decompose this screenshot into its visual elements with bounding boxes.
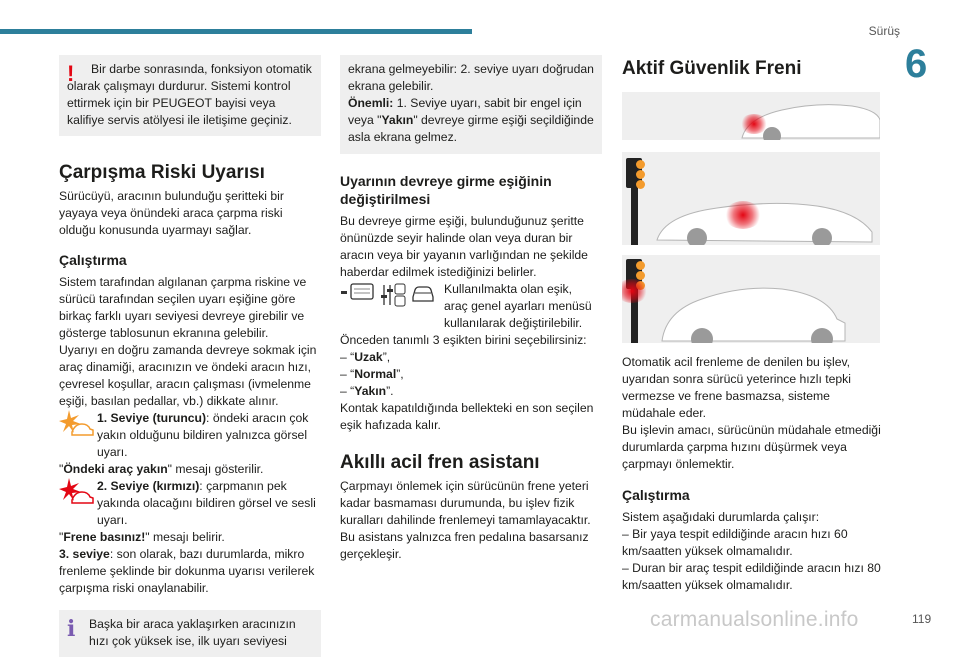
level1-text: : öndeki aracın çok yakın olduğunu bildiren yalnızca görsel uyarı. xyxy=(97,411,309,459)
level2-message: Frene basınız! xyxy=(63,530,146,544)
level2-text: : çarpmanın pek yakında olacağını bildiren görsel ve sesli uyarı. xyxy=(97,479,316,527)
info-box xyxy=(59,610,321,657)
column-1 xyxy=(59,55,321,657)
sep: ”, xyxy=(396,367,404,381)
condition-1: – Bir yaya tespit edildiğinde aracın hızı 60 km/saatten yüksek olmamalıdır. xyxy=(622,527,848,558)
option-near xyxy=(340,383,602,400)
chapter-number: 6 xyxy=(905,42,928,86)
dash: – “ xyxy=(340,367,355,381)
warning-text: Bir darbe sonrasında, fonksiyon otomatik olarak çalışmayı durdurur. Sistemi kontrol ettirmek için bir PEUGEOT bayisi veya kalifiye servis atölyesi ile iletişime geçiniz. xyxy=(67,62,312,127)
option-far xyxy=(340,349,602,366)
memory-text: Kontak kapatıldığında bellekteki en son seçilen eşik hafızada kalır. xyxy=(340,401,594,432)
level1-message-rest: " mesajı gösterilir. xyxy=(167,462,264,476)
page-number: 119 xyxy=(912,612,932,626)
crash-intro: Sürücüyü, aracının bulunduğu şeritteki bir yayaya veya önündeki araca çarpma riski olduğu konusunda uyarmayı sağlar. xyxy=(59,189,284,237)
illustration-car-1 xyxy=(622,92,880,140)
aeb-text-1: Otomatik acil frenleme de denilen bu işlev, uyarıdan sonra sürücü yeterince hızlı tepki vermezse ve frene basmazsa, sisteme müdahale eder. xyxy=(622,355,851,420)
section-label: Sürüş xyxy=(868,24,900,38)
choose-text: Önceden tanımlı 3 eşikten birini seçebilirsiniz: xyxy=(340,333,587,347)
illustration-traffic-light xyxy=(622,152,880,245)
condition-2: – Duran bir araç tespit edildiğinde aracın hızı 80 km/saatten yüksek olmamalıdır. xyxy=(622,561,881,592)
car-icon xyxy=(410,283,436,303)
heading-threshold: Uyarının devreye girme eşiğinin değiştirilmesi xyxy=(340,173,552,207)
heading-operation-2: Çalıştırma xyxy=(622,487,690,503)
heading-crash-risk: Çarpışma Riski Uyarısı xyxy=(59,162,265,183)
important-label: Önemli: xyxy=(348,96,394,110)
aeb-text-2: Bu işlevin amacı, sürücünün müdahale etmediği durumlarda çarpma hızını düşürmek veya çarpmayı önlemektir. xyxy=(622,423,881,471)
sep: ”. xyxy=(386,384,394,398)
heading-active-brake: Aktif Güvenlik Freni xyxy=(622,58,802,79)
collision-alert-orange-icon xyxy=(59,410,95,440)
warning-box xyxy=(59,55,321,136)
threshold-text: Bu devreye girme eşiği, bulunduğunuz şeritte önünüzde seyir halinde olan veya duran bir aracın veya bir yayanın varlığından ne şekilde haberdar edilmek istediğinizi belirler. xyxy=(340,214,588,279)
option-far-label: Uzak xyxy=(354,350,383,364)
operation-text-2: Uyarıyı en doğru zamanda devreye sokmak için araç dinamiği, aracınızın ve öndeki aracın hızı, çevresel koşullar, aracın çalışması (ivmelenme eşiği, basılan pedallar, vb.) dikkate alınır. xyxy=(59,343,317,408)
menu-text: Kullanılmakta olan eşik, araç genel ayarları menüsü kullanılarak değiştirilebilir. xyxy=(444,282,592,330)
important-text-2: " devreye girme eşiği seçildiğinde asla ekrana gelmez. xyxy=(348,113,594,144)
info-icon: i xyxy=(67,616,76,642)
info-box-continued xyxy=(340,55,602,154)
level2-row xyxy=(59,478,321,529)
heading-smart-brake: Akıllı acil fren asistanı xyxy=(340,452,540,473)
dash: – “ xyxy=(340,384,355,398)
column-3 xyxy=(622,55,884,594)
watermark: carmanualsonline.info xyxy=(650,608,859,631)
level3-text: : son olarak, bazı durumlarda, mikro frenleme şeklinde bir dokunma uyarısı verilerek çarpışma riski onaylanabilir. xyxy=(59,547,315,595)
column-2 xyxy=(340,55,602,563)
quote: " xyxy=(59,462,64,476)
level2-title: 2. Seviye (kırmızı) xyxy=(97,479,200,493)
menu-row xyxy=(340,281,602,332)
exclamation-icon: ! xyxy=(67,61,75,86)
level3-title: 3. seviye xyxy=(59,547,110,561)
touchscreen-icon xyxy=(340,283,376,301)
important-word: Yakın xyxy=(381,113,414,127)
car-illustration-3 xyxy=(642,269,880,343)
quote: " xyxy=(59,530,64,544)
level1-row xyxy=(59,410,321,461)
option-normal-label: Normal xyxy=(354,367,397,381)
illustration-traffic-light-2 xyxy=(622,255,880,343)
operation-text: Sistem tarafından algılanan çarpma riskine ve sürücü tarafından seçilen uyarı eşiğine göre birkaç farklı uyarı seviyesi devreye girebilir ve gösterge tablosunun ekranına gelebilir. xyxy=(59,275,307,340)
collision-alert-red-icon xyxy=(59,478,95,508)
conditions-intro: Sistem aşağıdaki durumlarda çalışır: xyxy=(622,510,820,524)
header-accent-bar xyxy=(0,29,472,34)
option-near-label: Yakın xyxy=(354,384,387,398)
heading-operation: Çalıştırma xyxy=(59,252,127,268)
level1-title: 1. Seviye (turuncu) xyxy=(97,411,207,425)
option-normal xyxy=(340,366,602,383)
important-text: 1. Seviye uyarı, sabit bir engel için veya " xyxy=(348,96,582,127)
dash: – “ xyxy=(340,350,355,364)
sep: ”, xyxy=(382,350,391,364)
level2-message-rest: " mesajı belirir. xyxy=(145,530,225,544)
level1-message: Öndeki araç yakın xyxy=(63,462,168,476)
settings-sliders-icon xyxy=(380,283,406,307)
info-continued-text: ekrana gelmeyebilir: 2. seviye uyarı doğrudan ekrana gelebilir. xyxy=(348,62,594,93)
smart-brake-text: Çarpmayı önlemek için sürücünün frene yeteri kadar basmaması durumunda, bu işlev fizik kuralları dahilinde frenlemeyi tamamlayacaktır. Bu asistans yalnızca fren pedalına basarsanız gerçekleşir. xyxy=(340,479,591,561)
info-text: Başka bir araca yaklaşırken aracınızın hızı çok yüksek ise, ilk uyarı seviyesi xyxy=(89,617,296,648)
